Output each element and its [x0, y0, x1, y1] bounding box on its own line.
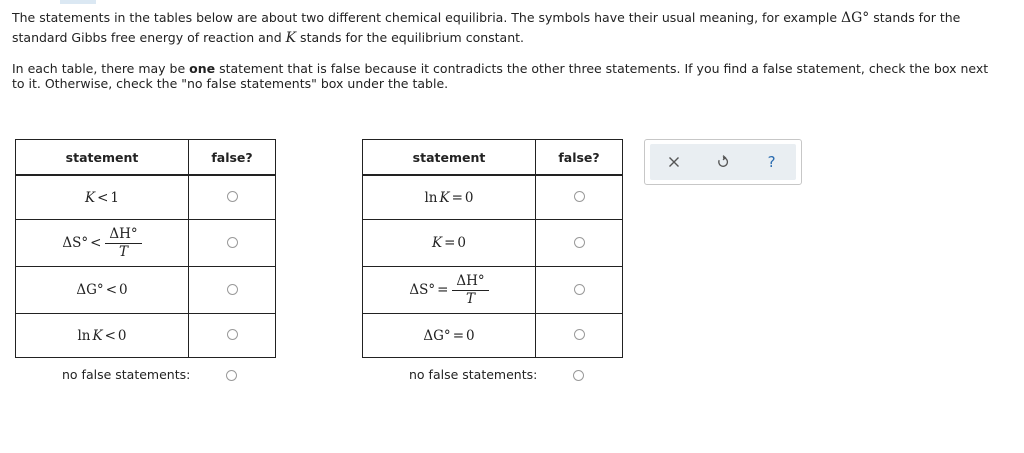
- undo-icon: [716, 155, 730, 169]
- help-icon: ?: [767, 153, 776, 171]
- false-radio[interactable]: [227, 329, 238, 340]
- no-false-radio[interactable]: [573, 370, 584, 381]
- no-false-radio[interactable]: [226, 370, 237, 381]
- statement-cell: K = 0: [363, 220, 536, 267]
- no-false-label: no false statements:: [62, 367, 191, 382]
- table-row: [16, 175, 276, 220]
- close-icon: [668, 156, 680, 168]
- false-radio[interactable]: [574, 191, 585, 202]
- false-radio[interactable]: [574, 329, 585, 340]
- false-cell: [189, 175, 276, 220]
- false-cell: [189, 267, 276, 314]
- k-symbol: K: [285, 30, 297, 46]
- table-row: [363, 314, 623, 358]
- table-row: [363, 220, 623, 267]
- statement-cell: ln K < 0: [16, 314, 189, 358]
- intro-paragraph: [12, 8, 1002, 48]
- header-false: false?: [536, 140, 623, 176]
- table-row: [16, 220, 276, 267]
- false-cell: [536, 314, 623, 358]
- toolbar-buttons: [650, 144, 796, 180]
- false-cell: [536, 175, 623, 220]
- statement-cell: ΔS° = $\frac{\Delta H^\circ}{T}$: [363, 267, 536, 314]
- undo-button[interactable]: [708, 148, 738, 176]
- intro-text-b: stands for the standard Gibbs free energy of reaction and: [12, 10, 961, 45]
- table-row: [16, 267, 276, 314]
- help-button[interactable]: [757, 148, 787, 176]
- delta-g-symbol: ΔG°: [841, 10, 870, 26]
- false-cell: [536, 267, 623, 314]
- statement-cell: ΔS° < $\frac{\Delta H^\circ}{T}$: [16, 220, 189, 267]
- header-statement: statement: [16, 140, 189, 176]
- false-radio[interactable]: [227, 191, 238, 202]
- false-radio[interactable]: [227, 284, 238, 295]
- false-cell: [189, 314, 276, 358]
- table-row: [363, 267, 623, 314]
- table-row: [16, 314, 276, 358]
- false-radio[interactable]: [227, 237, 238, 248]
- statement-cell: ln K = 0: [363, 175, 536, 220]
- intro-text-a: The statements in the tables below are about two different chemical equilibria. The symbols have their usual meaning, for example: [12, 10, 841, 25]
- statement-cell: ΔG° < 0: [16, 267, 189, 314]
- emphasis-one: one: [189, 61, 216, 76]
- statement-cell: K < 1: [16, 175, 189, 220]
- false-radio[interactable]: [574, 284, 585, 295]
- statement-table-1: [15, 139, 276, 358]
- header-statement: statement: [363, 140, 536, 176]
- statement-table-2: [362, 139, 623, 358]
- table-row: [363, 175, 623, 220]
- statement-cell: ΔG° = 0: [363, 314, 536, 358]
- no-false-label: no false statements:: [409, 367, 538, 382]
- false-cell: [536, 220, 623, 267]
- instructions-paragraph: In each table, there may be one statement that is false because it contradicts the other three statements. If you find a false statement, check the box next to it. Otherwise, check the "no false statements" box under the table.: [12, 61, 989, 91]
- answer-toolbar: [644, 139, 802, 185]
- clear-button[interactable]: [659, 148, 689, 176]
- false-cell: [189, 220, 276, 267]
- intro-text-c: stands for the equilibrium constant.: [296, 30, 525, 45]
- top-tab: [60, 0, 96, 4]
- header-false: false?: [189, 140, 276, 176]
- false-radio[interactable]: [574, 237, 585, 248]
